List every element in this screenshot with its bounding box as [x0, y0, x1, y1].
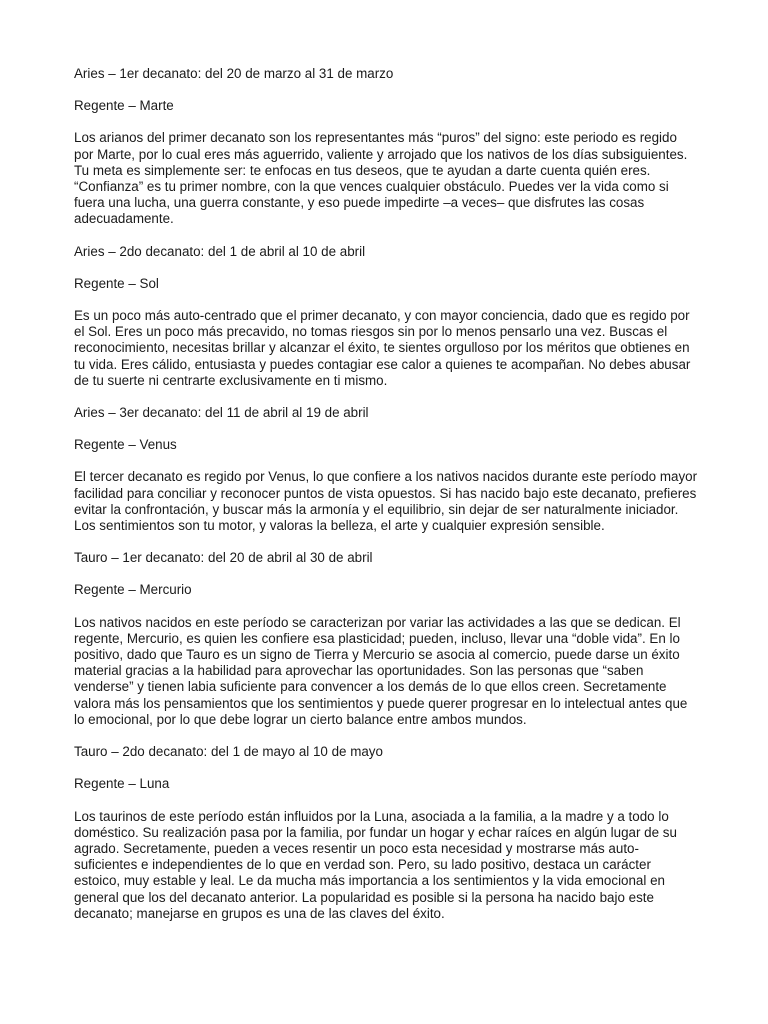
section-heading: Aries – 1er decanato: del 20 de marzo al 31 de marzo: [74, 66, 394, 81]
section-body: Es un poco más auto-centrado que el primer decanato, y con mayor conciencia, dado que es regido por el Sol. Eres un poco más precavido, no tomas riesgos sin por lo menos pensarlo una vez. Buscas el reconocimiento, necesitas brillar y alcanzar el éxito, te sientes orgulloso por los méritos que obtienes en tu vida. Eres cálido, entusiasta y puedes contagiar ese calor a quienes te acompañan. No debes abusar de tu suerte ni centrarte exclusivamente en ti mismo.: [74, 308, 691, 388]
section-body: Los taurinos de este período están influidos por la Luna, asociada a la familia, a la madre y a todo lo doméstico. Su realización pasa por la familia, por fundar un hogar y echar raíces en algún lugar de su agrado. Secretamente, pueden a veces resentir un poco esta necesidad y mostrarse más auto-suficientes e independientes de lo que en verdad son. Pero, su lado positivo, destaca un carácter estoico, muy estable y leal. Le da mucha más importancia a los sentimientos y la vida emocional en general que los del decanato anterior. La popularidad es posible si la persona ha nacido bajo este decanato; manejarse en grupos es una de las claves del éxito.: [74, 808, 677, 921]
section-regent: Regente – Luna: [74, 776, 170, 792]
document-page: [74, 66, 698, 938]
section-tauro-1: [74, 550, 698, 728]
section-regent: Regente – Marte: [74, 98, 174, 114]
section-regent: Regente – Mercurio: [74, 582, 192, 598]
section-aries-2: [74, 244, 698, 389]
section-regent: Regente – Sol: [74, 275, 159, 291]
section-heading: Aries – 2do decanato: del 1 de abril al 10 de abril: [74, 243, 366, 259]
section-body: El tercer decanato es regido por Venus, lo que confiere a los nativos nacidos durante este período mayor facilidad para conciliar y reconocer puntos de vista opuestos. Si has nacido bajo este decanato, prefieres evitar la confrontación, y buscar más la armonía y el equilibrio, sin dejar de ser naturalmente iniciador. Los sentimientos son tu motor, y valoras la belleza, el arte y cualquier expresión sensible.: [74, 469, 698, 534]
section-aries-3: [74, 405, 698, 534]
section-aries-1: [74, 66, 698, 228]
section-heading: Tauro – 2do decanato: del 1 de mayo al 10 de mayo: [74, 744, 383, 760]
section-heading: Tauro – 1er decanato: del 20 de abril al 30 de abril: [74, 550, 373, 566]
section-tauro-2: [74, 744, 698, 922]
section-regent: Regente – Venus: [74, 437, 177, 453]
section-body: Los nativos nacidos en este período se caracterizan por variar las actividades a las que se dedican. El regente, Mercurio, es quien les confiere esa plasticidad; pueden, incluso, llevar una “doble vida”. En lo positivo, dado que Tauro es un signo de Tierra y Mercurio se asocia al comercio, puede darse un éxito material gracias a la habilidad para aprovechar las oportunidades. Son las personas que “saben venderse” y tienen labia suficiente para convencer a los demás de lo que ellos creen. Secretamente valora más los pensamientos que los sentimientos y puede querer progresar en lo intelectual antes que lo emocional, por lo que debe lograr un cierto balance entre ambos mundos.: [74, 614, 688, 727]
section-body: Los arianos del primer decanato son los representantes más “puros” del signo: este periodo es regido por Marte, por lo cual eres más aguerrido, valiente y arrojado que los nativos de los días subsiguientes. Tu meta es simplemente ser: te enfocas en tus deseos, que te ayudan a darte cuenta quién eres. “Confianza” es tu primer nombre, con la que vences cualquier obstáculo. Puedes ver la vida como si fuera una lucha, una guerra constante, y eso puede impedirte –a veces– que disfrutes las cosas adecuadamente.: [74, 130, 688, 227]
section-heading: Aries – 3er decanato: del 11 de abril al 19 de abril: [74, 405, 369, 421]
